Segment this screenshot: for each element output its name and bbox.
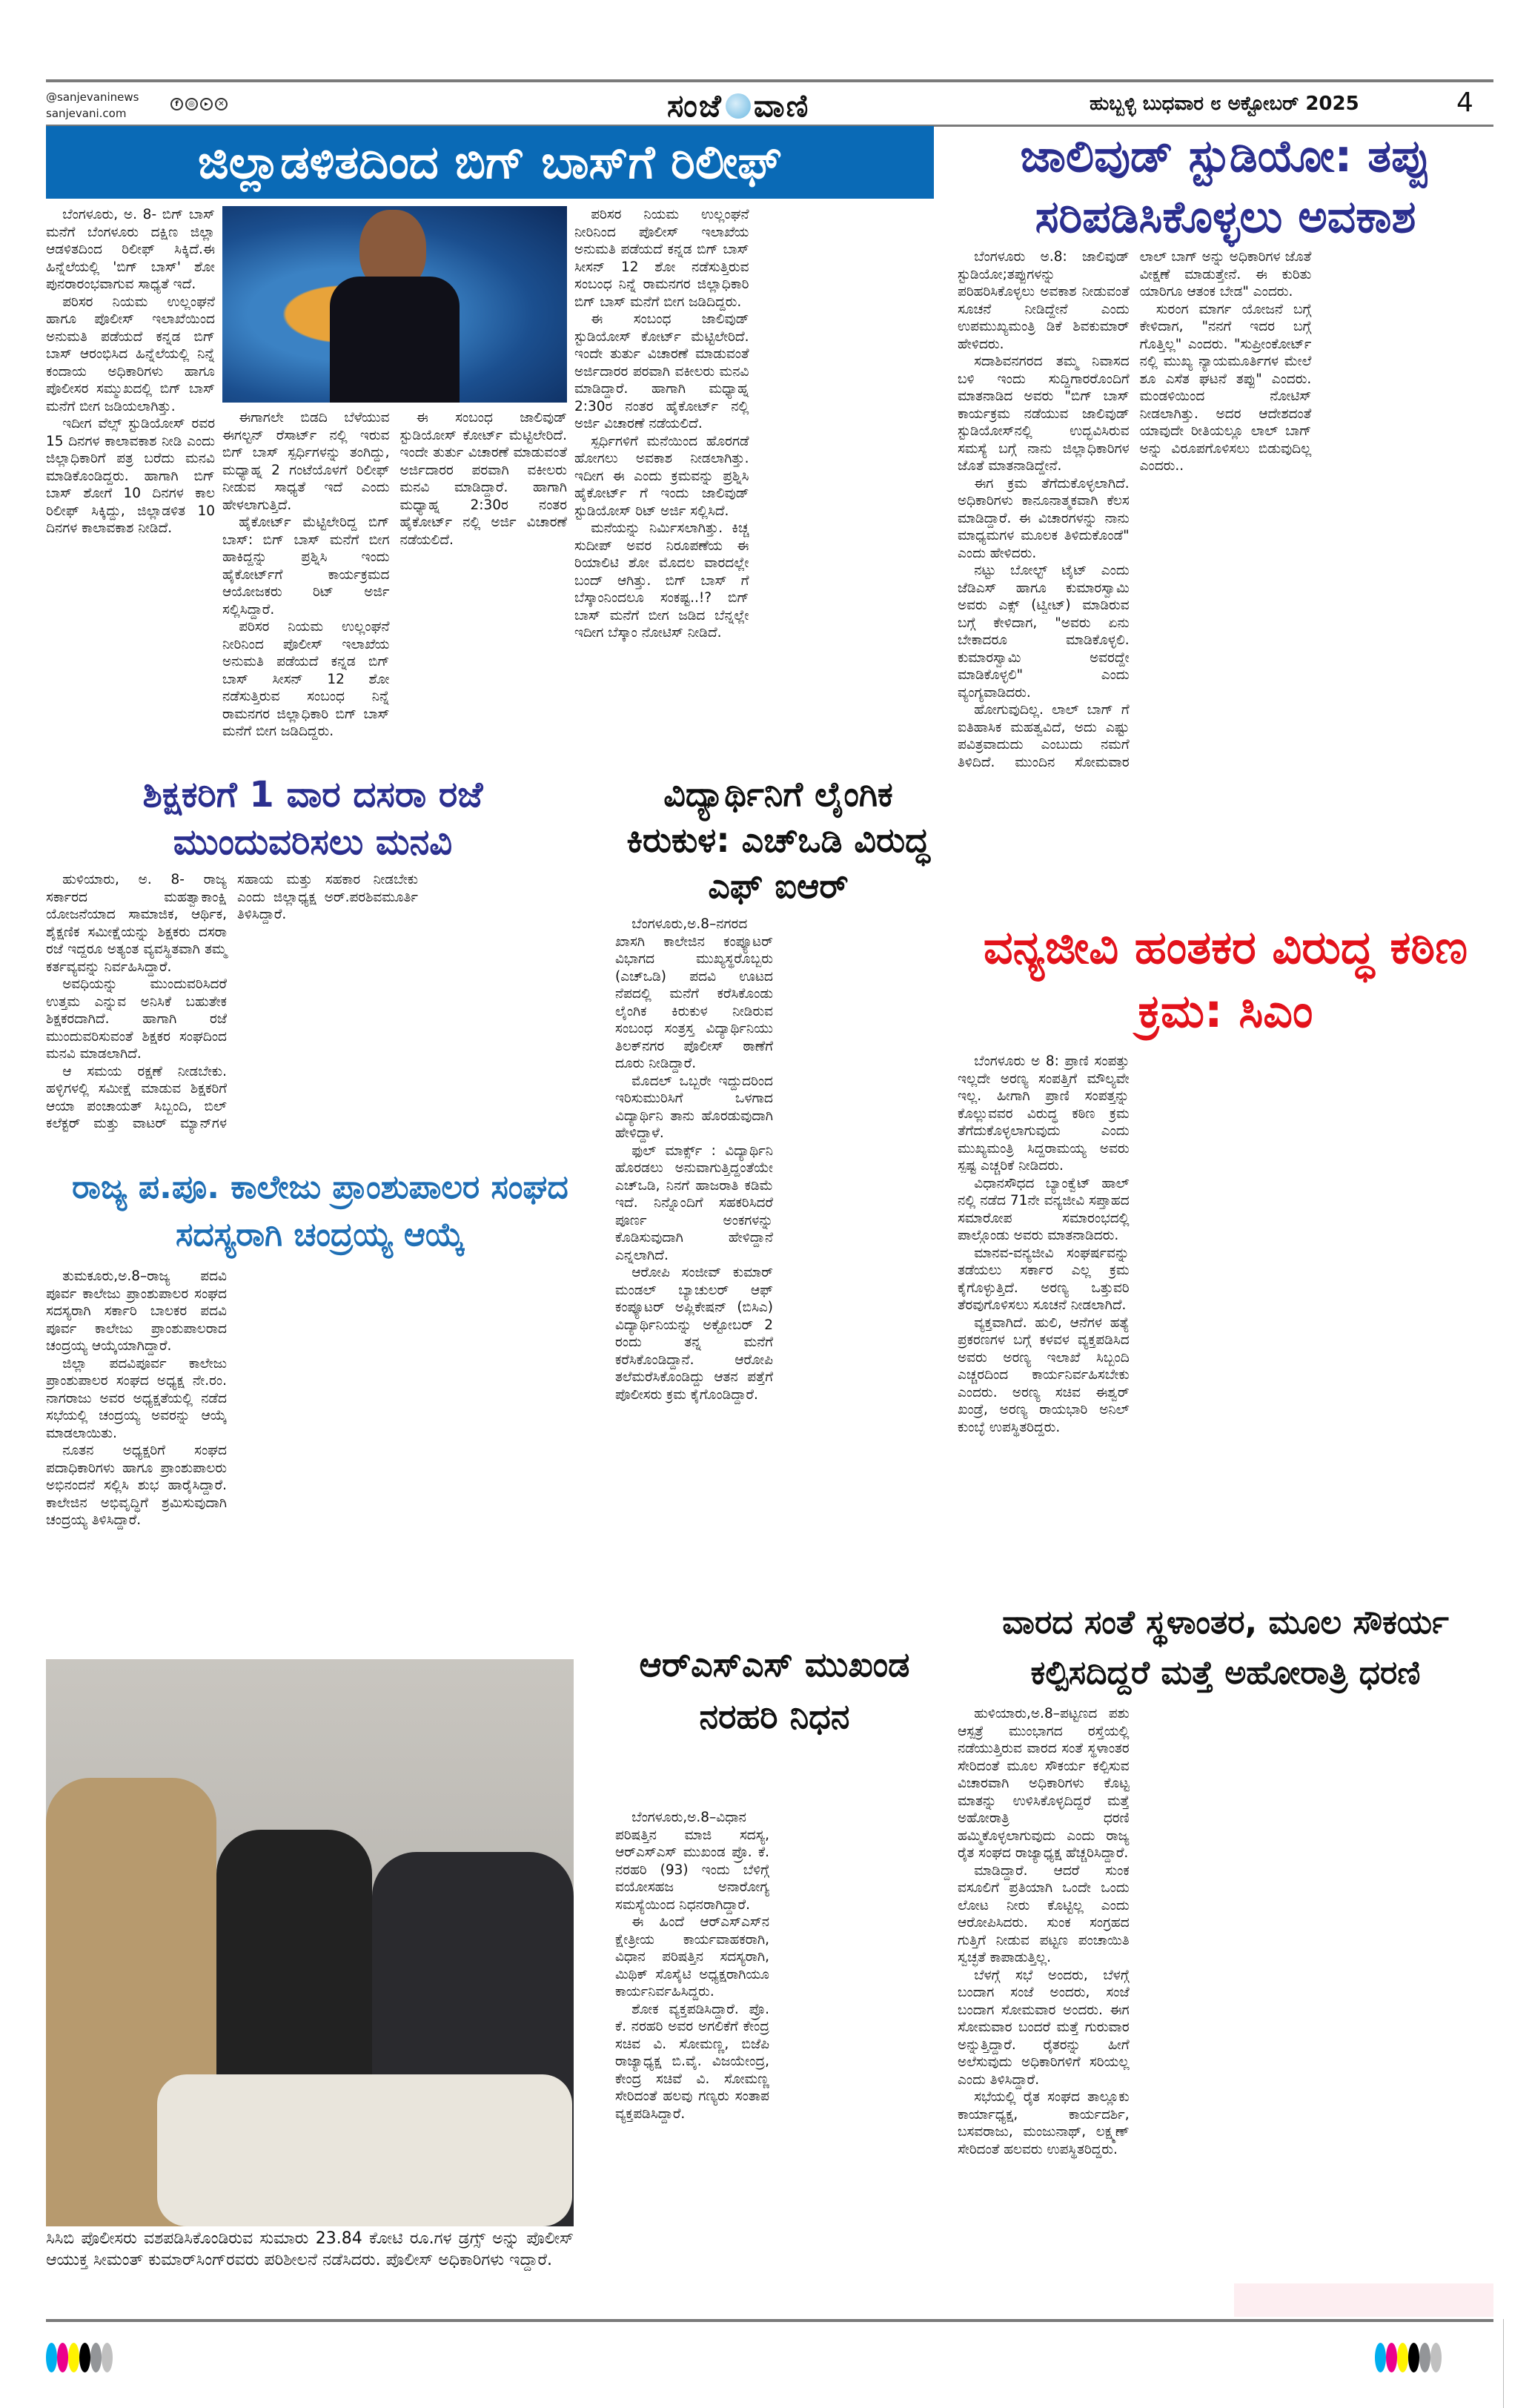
student-body bbox=[615, 916, 941, 1561]
principals-body bbox=[46, 1268, 609, 1553]
dateline: ಹುಬ್ಬಳ್ಳಿ ಬುಧವಾರ ೮ ಅಕ್ಟೋಬರ್ 2025 bbox=[1090, 93, 1359, 115]
bigboss-body-right bbox=[574, 206, 934, 764]
principals-headline: ರಾಜ್ಯ ಪ.ಪೂ. ಕಾಲೇಜು ಪ್ರಾಂಶುಪಾಲರ ಸಂಘದ ಸದಸ್ಯರಾಗಿ ಚಂದ್ರಯ್ಯ ಆಯ್ಕೆ bbox=[72, 1168, 568, 1254]
photo-caption: ಸಿಸಿಬಿ ಪೊಲೀಸರು ವಶಪಡಿಸಿಕೊಂಡಿರುವ ಸುಮಾರು 23.84 ಕೋಟಿ ರೂ.ಗಳ ಡ್ರಗ್ಸ್ ಅನ್ನು ಪೊಲೀಸ್ ಆಯುಕ್ತ ಸೀಮಂತ್ ಕುಮಾರ್‌ಸಿಂಗ್‌ರವರು ಪರಿಶೀಲನೆ ನಡೆಸಿದರು. ಪೊಲೀಸ್ ಅಧಿಕಾರಿಗಳು ಇದ್ದಾರೆ. bbox=[46, 2229, 574, 2269]
registration-dot bbox=[57, 2343, 68, 2372]
registration-marks-right bbox=[1375, 2343, 1442, 2372]
photo-figure-jacket bbox=[330, 277, 460, 403]
social-handle: @sanjevaninews bbox=[46, 90, 139, 104]
article-paragraph: ಮನೆಯನ್ನು ನಿರ್ಮಿಸಲಾಗಿತ್ತು. ಕಿಚ್ಚ ಸುದೀಪ್ ಅವರ ನಿರೂಪಣೆಯ ಈ ರಿಯಾಲಿಟಿ ಶೋ ಮೊದಲ ವಾರದಲ್ಲೇ ಬಂದ್ ಆಗಿತ್ತು. ಬಿಗ್ ಬಾಸ್ ಗೆ ಬೆಸ್ಕಾಂನಿಂದಲೂ ಸಂಕಷ್ಟ..!? ಬಿಗ್ ಬಾಸ್ ಮನೆಗೆ ಬೀಗ ಜಡಿದ ಬೆನ್ನಲ್ಲೇ ಇದೀಗ ಬೆಸ್ಕಾಂ ನೋಟಿಸ್ ನೀಡಿದೆ. bbox=[574, 520, 749, 641]
article-paragraph: ಬೆಂಗಳೂರು,ಅ.8–ವಿಧಾನ ಪರಿಷತ್ತಿನ ಮಾಜಿ ಸದಸ್ಯ, ಆರ್‌ಎಸ್‌ಎಸ್ ಮುಖಂಡ ಪ್ರೊ. ಕೆ. ನರಹರಿ (93) ಇಂದು ಬೆಳಿಗ್ಗೆ ವಯೋಸಹಜ ಅನಾರೋಗ್ಯ ಸಮಸ್ಯೆಯಿಂದ ನಿಧನರಾಗಿದ್ದಾರೆ. bbox=[615, 1810, 769, 1913]
article-paragraph: ಸುರಂಗ ಮಾರ್ಗ ಯೋಜನೆ ಬಗ್ಗೆ ಕೇಳಿದಾಗ, "ನನಗೆ ಇದರ ಬಗ್ಗೆ ಗೊತ್ತಿಲ್ಲ" ಎಂದರು. "ಸುಪ್ರೀಂಕೋರ್ಟ್ ನಲ್ಲಿ ಮುಖ್ಯ ನ್ಯಾಯಮೂರ್ತಿಗಳ ಮೇಲೆ ಶೂ ಎಸೆತ ಘಟನೆ ತಪ್ಪು" ಎಂದರು. ಮಂಡಳಿಯಿಂದ ನೋಟಿಸ್ ನೀಡಲಾಗಿತ್ತು. ಅದರ ಆದೇಶದಂತೆ ಯಾವುದೇ ರೀತಿಯಲ್ಲೂ ಲಾಲ್ ಬಾಗ್ ಅನ್ನು ವಿರೂಪಗೊಳಿಸಲು ಬಿಡುವುದಿಲ್ಲ ಎಂದರು.. bbox=[1139, 301, 1312, 474]
article-paragraph: ಸದಾಶಿವನಗರದ ತಮ್ಮ ನಿವಾಸದ ಬಳಿ ಇಂದು ಸುದ್ದಿಗಾರರೊಂದಿಗೆ ಮಾತನಾಡಿದ ಅವರು "ಬಿಗ್ ಬಾಸ್ ಕಾರ್ಯಕ್ರಮ ನಡೆಯುವ ಜಾಲಿವುಡ್ ಸ್ಟುಡಿಯೋಸ್‌ನಲ್ಲಿ ಉದ್ಭವಿಸಿರುವ ಸಮಸ್ಯೆ ಬಗ್ಗೆ ನಾನು ಜಿಲ್ಲಾಧಿಕಾರಿಗಳ ಜೊತೆ ಮಾತನಾಡಿದ್ದೇನೆ. bbox=[958, 354, 1130, 474]
article-paragraph: ಹುಳಿಯಾರು,ಅ.8–ಪಟ್ಟಣದ ಪಶು ಆಸ್ಪತ್ರೆ ಮುಂಭಾಗದ ರಸ್ತೆಯಲ್ಲಿ ನಡೆಯುತ್ತಿರುವ ವಾರದ ಸಂತೆ ಸ್ಥಳಾಂತರ ಸೇರಿದಂತೆ ಮೂಲ ಸೌಕರ್ಯ ಕಲ್ಪಿಸುವ ವಿಚಾರವಾಗಿ ಅಧಿಕಾರಿಗಳು ಕೊಟ್ಟ ಮಾತನ್ನು ಉಳಿಸಿಕೊಳ್ಳದಿದ್ದರೆ ಮತ್ತೆ ಅಹೋರಾತ್ರಿ ಧರಣಿ ಹಮ್ಮಿಕೊಳ್ಳಲಾಗುವುದು ಎಂದು ರಾಜ್ಯ ರೈತ ಸಂಘದ ರಾಜ್ಯಾಧ್ಯಕ್ಷ ಹೆಚ್ಚರಿಸಿದ್ದಾರೆ. bbox=[958, 1706, 1130, 1861]
bigboss-body-col1 bbox=[46, 206, 215, 764]
article-paragraph: ಜಿಲ್ಲಾ ಪದವಿಪೂರ್ವ ಕಾಲೇಜು ಪ್ರಾಂಶುಪಾಲರ ಸಂಘದ ಅಧ್ಯಕ್ಷ ನೇ.ರಂ. ನಾಗರಾಜು ಅವರ ಅಧ್ಯಕ್ಷತೆಯಲ್ಲಿ ನಡೆದ ಸಭೆಯಲ್ಲಿ ಚಂದ್ರಯ್ಯ ಅವರನ್ನು ಆಯ್ಕೆ ಮಾಡಲಾಯಿತು. bbox=[46, 1355, 227, 1441]
article-paragraph: ಫುಲ್ ಮಾರ್ಕ್ಸ್ : ವಿದ್ಯಾರ್ಥಿನಿ ಹೊರಡಲು ಅನುವಾಗುತ್ತಿದ್ದಂತೆಯೇ ಎಚ್‌ಒಡಿ, ನಿನಗೆ ಹಾಜರಾತಿ ಕಡಿಮೆ ಇದೆ. ನಿನ್ನೊಂದಿಗೆ ಸಹಕರಿಸಿದರೆ ಪೂರ್ಣ ಅಂಕಗಳನ್ನು ಕೊಡಿಸುವುದಾಗಿ ಹೇಳಿದ್ದಾನೆ ಎನ್ನಲಾಗಿದೆ. bbox=[615, 1142, 773, 1263]
bottom-rule bbox=[46, 2319, 1493, 2322]
shaded-box bbox=[1234, 2283, 1493, 2317]
article-paragraph: ಹೋಗುವುದಿಲ್ಲ. ಲಾಲ್ ಬಾಗ್ ಗೆ ಐತಿಹಾಸಿಕ ಮಹತ್ವವಿದೆ, ಅದು ಎಷ್ಟು ಪವಿತ್ರವಾದುದು ಎಂಬುದು ನಮಗೆ ತಿಳಿದಿದೆ. ಮುಂದಿನ ಸೋಮವಾರ ಲಾಲ್ ಬಾಗ್ ಅನ್ನು ಅಧಿಕಾರಿಗಳ ಜೊತೆ ವೀಕ್ಷಣೆ ಮಾಡುತ್ತೇನೆ. ಈ ಕುರಿತು ಯಾರಿಗೂ ಆತಂಕ ಬೇಡ" ಎಂದರು. bbox=[958, 249, 1312, 770]
registration-dot bbox=[1430, 2343, 1442, 2372]
jollywood-headline: ಜಾಲಿವುಡ್ ಸ್ಟುಡಿಯೋ: ತಪ್ಪು ಸರಿಪಡಿಸಿಕೊಳ್ಳಲು ಅವಕಾಶ bbox=[1020, 130, 1431, 243]
bigboss-host-photo bbox=[222, 206, 567, 403]
student-headline: ವಿದ್ಯಾರ್ಥಿನಿಗೆ ಲೈಂಗಿಕ ಕಿರುಕುಳ: ಎಚ್‌ಒಡಿ ವಿರುದ್ಧ ಎಫ್ ಐಆರ್ bbox=[626, 774, 930, 906]
article-paragraph: ಈ ಹಿಂದೆ ಆರ್‌ಎಸ್‌ಎಸ್‌ನ ಕ್ಷೇತ್ರೀಯ ಕಾರ್ಯವಾಹಕರಾಗಿ, ವಿಧಾನ ಪರಿಷತ್ತಿನ ಸದಸ್ಯರಾಗಿ, ಮಿಥಿಕ್ ಸೊಸೈಟಿ ಅಧ್ಯಕ್ಷರಾಗಿಯೂ ಕಾರ್ಯನಿರ್ವಹಿಸಿದ್ದರು. bbox=[615, 1914, 769, 2000]
article-paragraph: ಬೆಂಗಳೂರು ಅ 8: ಪ್ರಾಣಿ ಸಂಪತ್ತು ಇಲ್ಲದೇ ಅರಣ್ಯ ಸಂಪತ್ತಿಗೆ ಮೌಲ್ಯವೇ ಇಲ್ಲ. ಹೀಗಾಗಿ ಪ್ರಾಣಿ ಸಂಪತ್ತನ್ನು ಕೊಲ್ಲುವವರ ವಿರುದ್ಧ ಕಠಿಣ ಕ್ರಮ ತೆಗೆದುಕೊಳ್ಳಲಾಗುವುದು ಎಂದು ಮುಖ್ಯಮಂತ್ರಿ ಸಿದ್ದರಾಮಯ್ಯ ಅವರು ಸ್ಪಷ್ಟ ಎಚ್ಚರಿಕೆ ನೀಡಿದರು. bbox=[958, 1054, 1130, 1174]
article-paragraph: ತುಮಕೂರು,ಅ.8–ರಾಜ್ಯ ಪದವಿ ಪೂರ್ವ ಕಾಲೇಜು ಪ್ರಾಂಶುಪಾಲರ ಸಂಘದ ಸದಸ್ಯರಾಗಿ ಸರ್ಕಾರಿ ಬಾಲಕರ ಪದವಿ ಪೂರ್ವ ಕಾಲೇಜು ಪ್ರಾಂಶುಪಾಲರಾದ ಚಂದ್ರಯ್ಯ ಆಯ್ಕೆಯಾಗಿದ್ದಾರೆ. bbox=[46, 1268, 227, 1354]
registration-dot bbox=[102, 2343, 113, 2372]
article-paragraph: ಶೋಕ ವ್ಯಕ್ತಪಡಿಸಿದ್ದಾರೆ. ಪ್ರೊ. ಕೆ. ನರಹರಿ ಅವರ ಅಗಲಿಕೆಗೆ ಕೇಂದ್ರ ಸಚಿವ ವಿ. ಸೋಮಣ್ಣ, ಬಿಜೆಪಿ ರಾಜ್ಯಾಧ್ಯಕ್ಷ ಬಿ.ವೈ. ವಿಜಯೇಂದ್ರ, ಕೇಂದ್ರ ಸಚಿವೆ ವಿ. ಸೋಮಣ್ಣ ಸೇರಿದಂತೆ ಹಲವು ಗಣ್ಯರು ಸಂತಾಪ ವ್ಯಕ್ತಪಡಿಸಿದ್ದಾರೆ. bbox=[615, 2001, 769, 2122]
article-paragraph: ಸಭೆಯಲ್ಲಿ ರೈತ ಸಂಘದ ತಾಲ್ಲೂಕು ಕಾರ್ಯಾಧ್ಯಕ್ಷ, ಕಾರ್ಯದರ್ಶಿ, ಬಸವರಾಜು, ಮಂಜುನಾಥ್, ಲಕ್ಷ್ಮಣ್ ಸೇರಿದಂತೆ ಹಲವರು ಉಪಸ್ಥಿತರಿದ್ದರು. bbox=[958, 2089, 1130, 2157]
article-paragraph: ಈ ಸಂಬಂಧ ಜಾಲಿವುಡ್ ಸ್ಟುಡಿಯೋಸ್ ಕೋರ್ಟ್ ಮೆಟ್ಟಿಲೇರಿದೆ. ಇಂದೇ ತುರ್ತು ವಿಚಾರಣೆ ಮಾಡುವಂತೆ ಅರ್ಜಿದಾರರ ಪರವಾಗಿ ವಕೀಲರು ಮನವಿ ಮಾಡಿದ್ದಾರೆ. ಹಾಗಾಗಿ ಮಧ್ಯಾಹ್ನ 2:30ರ ನಂತರ ಹೈಕೋರ್ಟ್ ನಲ್ಲಿ ಅರ್ಜಿ ವಿಚಾರಣೆ ನಡೆಯಲಿದೆ. bbox=[574, 311, 749, 431]
page-edge bbox=[1503, 2319, 1504, 2408]
registration-marks-left bbox=[46, 2343, 113, 2372]
article-paragraph: ವ್ಯಕ್ತವಾಗಿದೆ. ಹುಲಿ, ಆನೆಗಳ ಹತ್ಯೆ ಪ್ರಕರಣಗಳ ಬಗ್ಗೆ ಕಳವಳ ವ್ಯಕ್ತಪಡಿಸಿದ ಅವರು ಅರಣ್ಯ ಇಲಾಖೆ ಸಿಬ್ಬಂದಿ ಎಚ್ಚರದಿಂದ ಕಾರ್ಯನಿರ್ವಹಿಸಬೇಕು ಎಂದರು. ಅರಣ್ಯ ಸಚಿವ ಈಶ್ವರ್ ಖಂಡ್ರೆ, ಅರಣ್ಯ ರಾಯಭಾರಿ ಅನಿಲ್ ಕುಂಬ್ಳೆ ಉಪಸ್ಥಿತರಿದ್ದರು. bbox=[958, 1314, 1130, 1435]
article-paragraph: ಹುಳಿಯಾರು, ಅ. 8- ರಾಜ್ಯ ಸರ್ಕಾರದ ಮಹತ್ವಾಕಾಂಕ್ಷಿ ಯೋಜನೆಯಾದ ಸಾಮಾಜಿಕ, ಆರ್ಥಿಕ, ಶೈಕ್ಷಣಿಕ ಸಮೀಕ್ಷೆಯನ್ನು ಶಿಕ್ಷಕರು ದಸರಾ ರಜೆ ಇದ್ದರೂ ಅತ್ಯಂತ ವ್ಯವಸ್ಥಿತವಾಗಿ ತಮ್ಮ ಕರ್ತವ್ಯವನ್ನು ನಿರ್ವಹಿಸಿದ್ದಾರೆ. bbox=[46, 872, 227, 975]
bigboss-body-under-photo bbox=[222, 409, 567, 764]
registration-dot bbox=[68, 2343, 79, 2372]
registration-dot bbox=[1386, 2343, 1397, 2372]
social-icons bbox=[170, 98, 228, 110]
registration-dot bbox=[79, 2343, 90, 2372]
article-paragraph: ಮಾಡಿದ್ದಾರೆ. ಆದರೆ ಸುಂಕ ವಸೂಲಿಗೆ ಪ್ರತಿಯಾಗಿ ಒಂದೇ ಒಂದು ಲೋಟ ನೀರು ಕೊಟ್ಟಿಲ್ಲ ಎಂದು ಆರೋಪಿಸಿದರು. ಸುಂಕ ಸಂಗ್ರಹದ ಗುತ್ತಿಗೆ ನೀಡುವ ಪಟ್ಟಣ ಪಂಚಾಯಿತಿ ಸ್ವಚ್ಛತೆ ಕಾಪಾಡುತ್ತಿಲ್ಲ. bbox=[958, 1862, 1130, 1965]
article-paragraph: ಈಗಾಗಲೇ ಬಿಡದಿ ಬೆಳೆಯುವ ಈಗಲ್ಟನ್ ರೆಸಾರ್ಟ್ ನಲ್ಲಿ ಇರುವ ಬಿಗ್ ಬಾಸ್ ಸ್ಪರ್ಧಿಗಳನ್ನು ತಂಗಿದ್ದು, ಮಧ್ಯಾಹ್ನ 2 ಗಂಟೆಯೊಳಗೆ ರಿಲೀಫ್ ನೀಡುವ ಸಾಧ್ಯತೆ ಇದೆ ಎಂದು ಹೇಳಲಾಗುತ್ತಿದೆ. bbox=[222, 410, 390, 513]
top-rule bbox=[46, 79, 1493, 82]
market-headline: ವಾರದ ಸಂತೆ ಸ್ಥಳಾಂತರ, ಮೂಲ ಸೌಕರ್ಯ ಕಲ್ಪಿಸದಿದ್ದರೆ ಮತ್ತೆ ಅಹೋರಾತ್ರಿ ಧರಣಿ bbox=[1002, 1604, 1449, 1692]
article-paragraph: ನಟ್ಟು ಬೋಲ್ಟ್ ಟೈಟ್ ಎಂದು ಜೆಡಿಎಸ್ ಹಾಗೂ ಕುಮಾರಸ್ವಾಮಿ ಅವರು ಎಕ್ಸ್ (ಟ್ವೀಟ್) ಮಾಡಿರುವ ಬಗ್ಗೆ ಕೇಳಿದಾಗ, "ಅವರು ಏನು ಬೇಕಾದರೂ ಮಾಡಿಕೊಳ್ಳಲಿ. ಕುಮಾರಸ್ವಾಮಿ ಅವರದ್ದೇ ಮಾಡಿಕೊಳ್ಳಲಿ" ಎಂದು ವ್ಯಂಗ್ಯವಾಡಿದರು. bbox=[958, 563, 1130, 701]
facebook-icon: f bbox=[170, 98, 183, 110]
logo-text-right: ವಾಣಿ bbox=[753, 87, 810, 124]
article-paragraph: ನೂತನ ಅಧ್ಯಕ್ಷರಿಗೆ ಸಂಘದ ಪದಾಧಿಕಾರಿಗಳು ಹಾಗೂ ಪ್ರಾಂಶುಪಾಲರು ಅಭಿನಂದನೆ ಸಲ್ಲಿಸಿ ಶುಭ ಹಾರೈಸಿದ್ದಾರೆ. ಕಾಲೇಜಿನ ಅಭಿವೃದ್ಧಿಗೆ ಶ್ರಮಿಸುವುದಾಗಿ ಚಂದ್ರಯ್ಯ ತಿಳಿಸಿದ್ದಾರೆ. bbox=[46, 1443, 227, 1528]
article-paragraph: ಹೈಕೋರ್ಟ್ ಮೆಟ್ಟಿಲೇರಿದ್ದ ಬಿಗ್ ಬಾಸ್: ಬಿಗ್ ಬಾಸ್ ಮನೆಗೆ ಬೀಗ ಹಾಕಿದ್ದನ್ನು ಪ್ರಶ್ನಿಸಿ ಇಂದು ಹೈಕೋರ್ಟ್‌ಗೆ ಕಾರ್ಯಕ್ರಮದ ಆಯೋಜಕರು ರಿಟ್ ಅರ್ಜಿ ಸಲ್ಲಿಸಿದ್ದಾರೆ. bbox=[222, 515, 390, 618]
rss-headline: ಆರ್‌ಎಸ್‌ಎಸ್ ಮುಖಂಡ ನರಹರಿ ನಿಧನ bbox=[639, 1644, 910, 1736]
teachers-body bbox=[46, 871, 609, 1142]
rss-body bbox=[615, 1809, 934, 2283]
website: sanjevani.com bbox=[46, 107, 127, 120]
article-paragraph: ಮೊದಲ್ ಒಬ್ಬರೇ ಇದ್ದುದರಿಂದ ಇರಿಸುಮುರಿಸಿಗೆ ಒಳಗಾದ ವಿದ್ಯಾರ್ಥಿನಿ ತಾನು ಹೊರಡುವುದಾಗಿ ಹೇಳಿದ್ದಾಳೆ. bbox=[615, 1073, 773, 1141]
article-paragraph: ಬೆಂಗಳೂರು ಅ.8: ಜಾಲಿವುಡ್ ಸ್ಟುಡಿಯೋ;ತಪ್ಪುಗಳನ್ನು ಪರಿಹರಿಸಿಕೊಳ್ಳಲು ಅವಕಾಶ ನೀಡುವಂತೆ ಸೂಚನೆ ನೀಡಿದ್ದೇನೆ ಎಂದು ಉಪಮುಖ್ಯಮಂತ್ರಿ ಡಿಕೆ ಶಿವಕುಮಾರ್ ಹೇಳಿದರು. bbox=[958, 249, 1130, 352]
article-paragraph: ಬೆಂಗಳೂರು,ಅ.8–ನಗರದ ಖಾಸಗಿ ಕಾಲೇಜಿನ ಕಂಪ್ಯೂಟರ್ ವಿಭಾಗದ ಮುಖ್ಯಸ್ಥರೊಬ್ಬರು (ಎಚ್‌ಒಡಿ) ಪದವಿ ಊಟದ ನೆಪದಲ್ಲಿ ಮನೆಗೆ ಕರೆಸಿಕೊಂಡು ಲೈಂಗಿಕ ಕಿರುಕುಳ ನೀಡಿರುವ ಸಂಬಂಧ ಸಂತ್ರಸ್ತ ವಿದ್ಯಾರ್ಥಿನಿಯು ತಿಲಕ್‌ನಗರ ಪೊಲೀಸ್ ಠಾಣೆಗೆ ದೂರು ನೀಡಿದ್ದಾರೆ. bbox=[615, 916, 773, 1071]
article-paragraph: ಈ ಸಂಬಂಧ ಜಾಲಿವುಡ್ ಸ್ಟುಡಿಯೋಸ್ ಕೋರ್ಟ್ ಮೆಟ್ಟಿಲೇರಿದೆ. ಇಂದೇ ತುರ್ತು ವಿಚಾರಣೆ ಮಾಡುವಂತೆ ಅರ್ಜಿದಾರರ ಪರವಾಗಿ ವಕೀಲರು ಮನವಿ ಮಾಡಿದ್ದಾರೆ. ಹಾಗಾಗಿ ಮಧ್ಯಾಹ್ನ 2:30ರ ನಂತರ ಹೈಕೋರ್ಟ್ ನಲ್ಲಿ ಅರ್ಜಿ ವಿಚಾರಣೆ ನಡೆಯಲಿದೆ. bbox=[399, 410, 567, 548]
article-paragraph: ಪರಿಸರ ನಿಯಮ ಉಲ್ಲಂಘನೆ ಹಾಗೂ ಪೊಲೀಸ್ ಇಲಾಖೆಯಿಂದ ಅನುಮತಿ ಪಡೆಯದೆ ಕನ್ನಡ ಬಿಗ್ ಬಾಸ್ ಆರಂಭಿಸಿದ ಹಿನ್ನೆಲೆಯಲ್ಲಿ ನಿನ್ನೆ ಕಂದಾಯ ಅಧಿಕಾರಿಗಳು ಹಾಗೂ ಪೊಲೀಸರ ಸಮ್ಮುಖದಲ್ಲಿ ಬಿಗ್ ಬಾಸ್ ಮನೆಗೆ ಬೀಗ ಜಡಿಯಲಾಗಿತ್ತು. bbox=[46, 294, 215, 414]
bigboss-headline-banner: ಜಿಲ್ಲಾಡಳಿತದಿಂದ ಬಿಗ್ ಬಾಸ್‌ಗೆ ರಿಲೀಫ್ bbox=[46, 126, 934, 199]
wildlife-body bbox=[958, 1053, 1493, 1564]
article-paragraph: ಇದೀಗ ವೆಲ್ಸ್ ಸ್ಟುಡಿಯೋಸ್ ರವರ 15 ದಿನಗಳ ಕಾಲಾವಕಾಶ ನೀಡಿ ಎಂದು ಜಿಲ್ಲಾಧಿಕಾರಿಗೆ ಪತ್ರ ಬರೆದು ಮನವಿ ಮಾಡಿಕೊಂಡಿದ್ದರು. ಹಾಗಾಗಿ ಬಿಗ್ ಬಾಸ್ ಶೋಗೆ 10 ದಿನಗಳ ಕಾಲ ರಿಲೀಫ್ ಸಿಕ್ಕಿದ್ದು, ಜಿಲ್ಲಾಡಳಿತ 10 ದಿನಗಳ ಕಾಲಾವಕಾಶ ನೀಡಿದೆ. bbox=[46, 416, 215, 536]
page-number: 4 bbox=[1456, 87, 1473, 118]
newspaper-logo bbox=[667, 87, 809, 125]
teachers-headline: ಶಿಕ್ಷಕರಿಗೆ 1 ವಾರ ದಸರಾ ರಜೆ ಮುಂದುವರಿಸಲು ಮನವಿ bbox=[142, 774, 483, 863]
photo-drug-packets bbox=[157, 2074, 572, 2226]
drug-seizure-photo bbox=[46, 1659, 574, 2226]
article-paragraph: ಪರಿಸರ ನಿಯಮ ಉಲ್ಲಂಘನೆ ನೀರಿನಿಂದ ಪೊಲೀಸ್ ಇಲಾಖೆಯ ಅನುಮತಿ ಪಡೆಯದೆ ಕನ್ನಡ ಬಿಗ್ ಬಾಸ್ ಸೀಸನ್ 12 ಶೋ ನಡೆಸುತ್ತಿರುವ ಸಂಬಂಧ ನಿನ್ನೆ ರಾಮನಗರ ಜಿಲ್ಲಾಧಿಕಾರಿ ಬಿಗ್ ಬಾಸ್ ಮನೆಗೆ ಬೀಗ ಜಡಿದಿದ್ದರು. bbox=[574, 207, 749, 310]
registration-dot bbox=[1408, 2343, 1419, 2372]
registration-dot bbox=[90, 2343, 102, 2372]
article-paragraph: ವಿಧಾನಸೌಧದ ಬ್ಯಾಂಕ್ವೆಟ್ ಹಾಲ್ ನಲ್ಲಿ ನಡೆದ 71ನೇ ವನ್ಯಜೀವಿ ಸಪ್ತಾಹದ ಸಮಾರೋಪ ಸಮಾರಂಭದಲ್ಲಿ ಪಾಲ್ಗೊಂಡು ಅವರು ಮಾತನಾಡಿದರು. bbox=[958, 1175, 1130, 1243]
article-paragraph: ಆರೋಪಿ ಸಂಜೀವ್ ಕುಮಾರ್ ಮಂಡಲ್ ಬ್ಯಾಚುಲರ್ ಆಫ್ ಕಂಪ್ಯೂಟರ್ ಅಪ್ಲಿಕೇಷನ್ (ಬಿಸಿಎ) ವಿದ್ಯಾರ್ಥಿನಿಯನ್ನು ಅಕ್ಟೋಬರ್ 2 ರಂದು ತನ್ನ ಮನೆಗೆ ಕರೆಸಿಕೊಂಡಿದ್ದಾನೆ. ಆರೋಪಿ ತಲೆಮರೆಸಿಕೊಂಡಿದ್ದು ಆತನ ಪತ್ತೆಗೆ ಪೊಲೀಸರು ಕ್ರಮ ಕೈಗೊಂಡಿದ್ದಾರೆ. bbox=[615, 1265, 773, 1403]
twitter-icon: ✕ bbox=[215, 98, 228, 110]
registration-dot bbox=[1397, 2343, 1408, 2372]
article-paragraph: ಪರಿಸರ ನಿಯಮ ಉಲ್ಲಂಘನೆ ನೀರಿನಿಂದ ಪೊಲೀಸ್ ಇಲಾಖೆಯ ಅನುಮತಿ ಪಡೆಯದೆ ಕನ್ನಡ ಬಿಗ್ ಬಾಸ್ ಸೀಸನ್ 12 ಶೋ ನಡೆಸುತ್ತಿರುವ ಸಂಬಂಧ ನಿನ್ನೆ ರಾಮನಗರ ಜಿಲ್ಲಾಧಿಕಾರಿ ಬಿಗ್ ಬಾಸ್ ಮನೆಗೆ ಬೀಗ ಜಡಿದಿದ್ದರು. bbox=[222, 619, 390, 739]
article-paragraph: ಮಾನವ-ವನ್ಯಜೀವಿ ಸಂಘರ್ಷವನ್ನು ತಡೆಯಲು ಸರ್ಕಾರ ಎಲ್ಲ ಕ್ರಮ ಕೈಗೊಳ್ಳುತ್ತಿದೆ. ಅರಣ್ಯ ಒತ್ತುವರಿ ತೆರವುಗೊಳಿಸಲು ಸೂಚನೆ ನೀಡಲಾಗಿದೆ. bbox=[958, 1245, 1130, 1313]
registration-dot bbox=[1419, 2343, 1430, 2372]
article-paragraph: ಬೆಂಗಳೂರು, ಅ. 8- ಬಿಗ್ ಬಾಸ್ ಮನೆಗೆ ಬೆಂಗಳೂರು ದಕ್ಷಿಣ ಜಿಲ್ಲಾ ಆಡಳಿತದಿಂದ ರಿಲೀಫ್ ಸಿಕ್ಕಿದೆ.ಈ ಹಿನ್ನೆಲೆಯಲ್ಲಿ 'ಬಿಗ್ ಬಾಸ್' ಶೋ ಪುನರಾರಂಭವಾಗುವ ಸಾಧ್ಯತೆ ಇದೆ. bbox=[46, 207, 215, 292]
jollywood-body bbox=[958, 248, 1493, 782]
article-paragraph: ಸ್ಪರ್ಧಿಗಳಿಗೆ ಮನೆಯಿಂದ ಹೊರಗಡೆ ಹೋಗಲು ಅವಕಾಶ ನೀಡಲಾಗಿತ್ತು. ಇದೀಗ ಈ ಎಂದು ಕ್ರಮವನ್ನು ಪ್ರಶ್ನಿಸಿ ಹೈಕೋರ್ಟ್ ಗೆ ಇಂದು ಜಾಲಿವುಡ್ ಸ್ಟುಡಿಯೋಸ್ ರಿಟ್ ಅರ್ಜಿ ಸಲ್ಲಿಸಿದೆ. bbox=[574, 433, 749, 519]
youtube-icon: ▸ bbox=[200, 98, 213, 110]
article-paragraph: ಅವಧಿಯನ್ನು ಮುಂದುವರಿಸಿದರೆ ಉತ್ತಮ ಎನ್ನುವ ಅನಿಸಿಕೆ ಬಹುತೇಕ ಶಿಕ್ಷಕರದಾಗಿದೆ. ಹಾಗಾಗಿ ರಜೆ ಮುಂದುವರಿಸುವಂತೆ ಶಿಕ್ಷಕರ ಸಂಘದಿಂದ ಮನವಿ ಮಾಡಲಾಗಿದೆ. bbox=[46, 976, 227, 1062]
logo-text-left: ಸಂಜೆ bbox=[667, 87, 723, 124]
logo-globe-icon bbox=[726, 93, 751, 119]
social-handles bbox=[46, 89, 139, 122]
instagram-icon: ◎ bbox=[185, 98, 198, 110]
article-paragraph: ಈಗ ಕ್ರಮ ತೆಗೆದುಕೊಳ್ಳಲಾಗಿದೆ. ಅಧಿಕಾರಿಗಳು ಕಾನೂನಾತ್ಮಕವಾಗಿ ಕೆಲಸ ಮಾಡಿದ್ದಾರೆ. ಈ ವಿಚಾರಗಳನ್ನು ನಾನು ಮಾಧ್ಯಮಗಳ ಮೂಲಕ ತಿಳಿದುಕೊಂಡೆ" ಎಂದು ಹೇಳಿದರು. bbox=[958, 475, 1130, 561]
registration-dot bbox=[46, 2343, 57, 2372]
article-paragraph: ಬೆಳಗ್ಗೆ ಸಭೆ ಅಂದರು, ಬೆಳಗ್ಗೆ ಬಂದಾಗ ಸಂಜೆ ಅಂದರು, ಸಂಜೆ ಬಂದಾಗ ಸೋಮವಾರ ಅಂದರು. ಈಗ ಸೋಮವಾರ ಬಂದರೆ ಮತ್ತೆ ಗುರುವಾರ ಅನ್ನುತ್ತಿದ್ದಾರೆ. ರೈತರನ್ನು ಹೀಗೆ ಅಲೆಸುವುದು ಅಧಿಕಾರಿಗಳಿಗೆ ಸರಿಯಲ್ಲ ಎಂದು ತಿಳಿಸಿದ್ದಾರೆ. bbox=[958, 1967, 1130, 2088]
wildlife-headline: ವನ್ಯಜೀವಿ ಹಂತಕರ ವಿರುದ್ಧ ಕಠಿಣ ಕ್ರಮ: ಸಿಎಂ bbox=[983, 920, 1468, 1038]
market-body bbox=[958, 1705, 1493, 2283]
registration-dot bbox=[1375, 2343, 1386, 2372]
article-paragraph: ಆ ಸಮಯ ರಕ್ಷಣೆ ನೀಡಬೇಕು. ಹಳ್ಳಿಗಳಲ್ಲಿ ಸಮೀಕ್ಷೆ ಮಾಡುವ ಶಿಕ್ಷಕರಿಗೆ ಆಯಾ ಪಂಚಾಯತ್ ಸಿಬ್ಬಂದಿ, ಬಿಲ್ ಕಲೆಕ್ಟರ್ ಮತ್ತು ವಾಟರ್ ಮ್ಯಾನ್‌ಗಳ ಸಹಾಯ ಮತ್ತು ಸಹಕಾರ ನೀಡಬೇಕು ಎಂದು ಜಿಲ್ಲಾಧ್ಯಕ್ಷ ಅರ್.ಪರಶಿವಮೂರ್ತಿ ತಿಳಿಸಿದ್ದಾರೆ. bbox=[46, 872, 418, 1131]
